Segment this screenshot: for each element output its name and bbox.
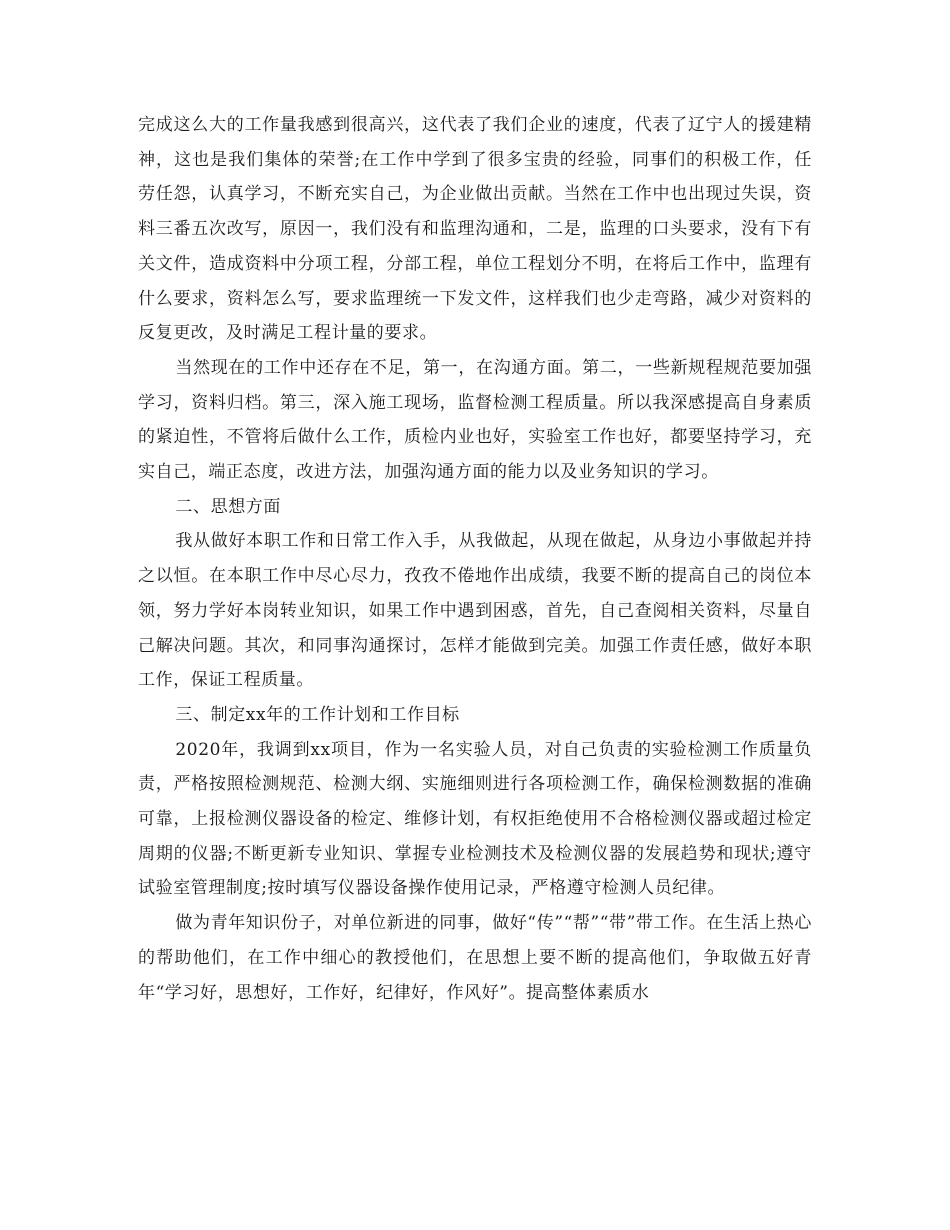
body-paragraph: 做为青年知识份子，对单位新进的同事，做好“传”“帮”“带”带工作。在生活上热心的帮助他们，在工作中细心的教授他们，在思想上要不断的提高他们，争取做五好青年“学习好，思想好，工作好，纪律好，作风好”。提高整体素质水 [138,913,812,1003]
section-heading: 二、思想方面 [175,496,281,517]
body-paragraph: 我从做好本职工作和日常工作入手，从我做起，从现在做起，从身边小事做起并持之以恒。在本职工作中尽心尽力，孜孜不倦地作出成绩，我要不断的提高自己的岗位本领，努力学好本岗转业知识，如果工作中遇到困惑，首先，自己查阅相关资料，尽量自己解决问题。其次，和同事沟通探讨，怎样才能做到完美。加强工作责任感，做好本职工作，保证工程质量。 [138,531,812,691]
body-paragraph: 当然现在的工作中还存在不足，第一，在沟通方面。第二，一些新规程规范要加强学习，资料归档。第三，深入施工现场，监督检测工程质量。所以我深感提高自身素质的紧迫性，不管将后做什么工作，质检内业也好，实验室工作也好，都要坚持学习，充实自己，端正态度，改进方法，加强沟通方面的能力以及业务知识的学习。 [138,357,812,483]
section-heading: 三、制定xx年的工作计划和工作目标 [175,704,460,725]
body-paragraph: 2020年，我调到xx项目，作为一名实验人员，对自己负责的实验检测工作质量负责，严格按照检测规范、检测大纲、实施细则进行各项检测工作，确保检测数据的准确可靠，上报检测仪器设备的检定、维修计划，有权拒绝使用不合格检测仪器或超过检定周期的仪器;不断更新专业知识、掌握专业检测技术及检测仪器的发展趋势和现状;遵守试验室管理制度;按时填写仪器设备操作使用记录，严格遵守检测人员纪律。 [138,739,812,899]
body-paragraph: 完成这么大的工作量我感到很高兴，这代表了我们企业的速度，代表了辽宁人的援建精神，这也是我们集体的荣誉;在工作中学到了很多宝贵的经验，同事们的积极工作，任劳任怨，认真学习，不断充实自己，为企业做出贡献。当然在工作中也出现过失误，资料三番五次改写，原因一，我们没有和监理沟通和，二是，监理的口头要求，没有下有关文件，造成资料中分项工程，分部工程，单位工程划分不明，在将后工作中，监理有什么要求，资料怎么写，要求监理统一下发文件，这样我们也少走弯路，减少对资料的反复更改，及时满足工程计量的要求。 [138,115,812,344]
